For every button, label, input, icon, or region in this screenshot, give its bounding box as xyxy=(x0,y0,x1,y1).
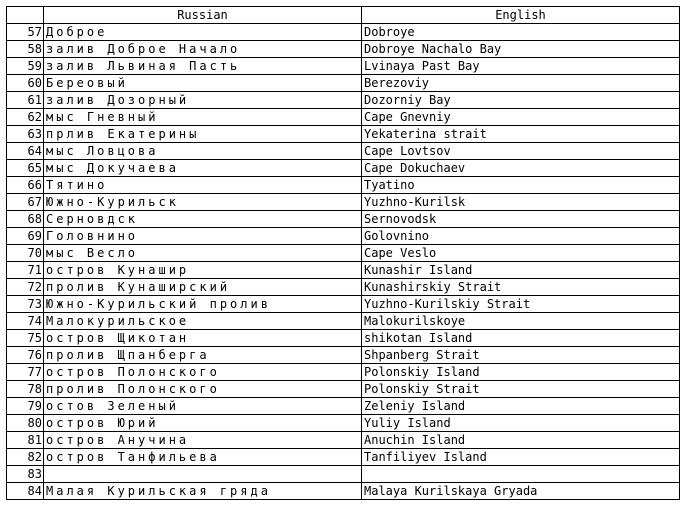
english-name-cell: Malokurilskoye xyxy=(362,313,680,330)
table-row xyxy=(7,58,680,75)
row-number-cell: 75 xyxy=(7,330,44,347)
row-number-cell: 77 xyxy=(7,364,44,381)
table-row xyxy=(7,432,680,449)
russian-name-cell: остров Полонского xyxy=(44,364,362,381)
row-number-cell: 74 xyxy=(7,313,44,330)
row-number-cell: 57 xyxy=(7,24,44,41)
english-name-cell: Cape Gnevniy xyxy=(362,109,680,126)
table-row xyxy=(7,177,680,194)
table-row xyxy=(7,347,680,364)
row-number-cell: 72 xyxy=(7,279,44,296)
english-name-cell: Cape Lovtsov xyxy=(362,143,680,160)
english-name-cell: Tyatino xyxy=(362,177,680,194)
russian-name-cell: Тятино xyxy=(44,177,362,194)
header-index xyxy=(7,7,44,24)
russian-name-cell: остров Юрий xyxy=(44,415,362,432)
english-name-cell: shikotan Island xyxy=(362,330,680,347)
table-row xyxy=(7,466,680,483)
english-name-cell: Dozorniy Bay xyxy=(362,92,680,109)
row-number-cell: 84 xyxy=(7,483,44,500)
row-number-cell: 58 xyxy=(7,41,44,58)
table-row xyxy=(7,109,680,126)
russian-name-cell: мыс Весло xyxy=(44,245,362,262)
english-name-cell: Dobroye Nachalo Bay xyxy=(362,41,680,58)
russian-name-cell: прлив Екатерины xyxy=(44,126,362,143)
row-number-cell: 79 xyxy=(7,398,44,415)
row-number-cell: 65 xyxy=(7,160,44,177)
russian-name-cell: остов Зеленый xyxy=(44,398,362,415)
english-name-cell: Kunashirskiy Strait xyxy=(362,279,680,296)
russian-name-cell: залив Львиная Пасть xyxy=(44,58,362,75)
header-russian: Russian xyxy=(44,7,362,24)
english-name-cell: Lvinaya Past Bay xyxy=(362,58,680,75)
row-number-cell: 83 xyxy=(7,466,44,483)
russian-name-cell: Доброе xyxy=(44,24,362,41)
row-number-cell: 73 xyxy=(7,296,44,313)
english-name-cell: Polonskiy Island xyxy=(362,364,680,381)
row-number-cell: 68 xyxy=(7,211,44,228)
russian-name-cell: остров Щикотан xyxy=(44,330,362,347)
table-row xyxy=(7,330,680,347)
russian-name-cell: мыс Гневный xyxy=(44,109,362,126)
russian-name-cell: Береовый xyxy=(44,75,362,92)
english-name-cell: Cape Dokuchaev xyxy=(362,160,680,177)
table-row xyxy=(7,92,680,109)
russian-name-cell: залив Дозорный xyxy=(44,92,362,109)
row-number-cell: 80 xyxy=(7,415,44,432)
row-number-cell: 69 xyxy=(7,228,44,245)
table-row xyxy=(7,194,680,211)
table-row xyxy=(7,126,680,143)
table-row xyxy=(7,228,680,245)
row-number-cell: 70 xyxy=(7,245,44,262)
header-row xyxy=(7,7,680,24)
russian-name-cell: остров Анучина xyxy=(44,432,362,449)
english-name-cell: Malaya Kurilskaya Gryada xyxy=(362,483,680,500)
english-name-cell xyxy=(362,466,680,483)
english-name-cell: Shpanberg Strait xyxy=(362,347,680,364)
russian-name-cell xyxy=(44,466,362,483)
table-header xyxy=(7,7,680,24)
row-number-cell: 81 xyxy=(7,432,44,449)
english-name-cell: Sernovodsk xyxy=(362,211,680,228)
table-row xyxy=(7,364,680,381)
table-body xyxy=(7,24,680,500)
translation-table xyxy=(6,6,680,500)
english-name-cell: Polonskiy Strait xyxy=(362,381,680,398)
row-number-cell: 63 xyxy=(7,126,44,143)
russian-name-cell: пролив Кунаширский xyxy=(44,279,362,296)
row-number-cell: 64 xyxy=(7,143,44,160)
row-number-cell: 82 xyxy=(7,449,44,466)
english-name-cell: Zeleniy Island xyxy=(362,398,680,415)
russian-name-cell: Серновдск xyxy=(44,211,362,228)
english-name-cell: Kunashir Island xyxy=(362,262,680,279)
row-number-cell: 59 xyxy=(7,58,44,75)
row-number-cell: 66 xyxy=(7,177,44,194)
table-row xyxy=(7,211,680,228)
table-row xyxy=(7,313,680,330)
russian-name-cell: Южно-Курильск xyxy=(44,194,362,211)
table-row xyxy=(7,296,680,313)
english-name-cell: Yuzhno-Kurilsk xyxy=(362,194,680,211)
table-row xyxy=(7,245,680,262)
russian-name-cell: пролив Щпанберга xyxy=(44,347,362,364)
table-row xyxy=(7,143,680,160)
russian-name-cell: остров Кунашир xyxy=(44,262,362,279)
row-number-cell: 78 xyxy=(7,381,44,398)
english-name-cell: Berezoviy xyxy=(362,75,680,92)
english-name-cell: Cape Veslo xyxy=(362,245,680,262)
table-row xyxy=(7,160,680,177)
row-number-cell: 67 xyxy=(7,194,44,211)
russian-name-cell: Малокурильское xyxy=(44,313,362,330)
table-row xyxy=(7,75,680,92)
table-row xyxy=(7,449,680,466)
table-row xyxy=(7,279,680,296)
row-number-cell: 76 xyxy=(7,347,44,364)
russian-name-cell: остров Танфильева xyxy=(44,449,362,466)
header-english: English xyxy=(362,7,680,24)
row-number-cell: 60 xyxy=(7,75,44,92)
row-number-cell: 61 xyxy=(7,92,44,109)
table-row xyxy=(7,381,680,398)
english-name-cell: Yuzhno-Kurilskiy Strait xyxy=(362,296,680,313)
row-number-cell: 71 xyxy=(7,262,44,279)
table-row xyxy=(7,415,680,432)
russian-name-cell: Малая Курильская гряда xyxy=(44,483,362,500)
english-name-cell: Tanfiliyev Island xyxy=(362,449,680,466)
table-row xyxy=(7,24,680,41)
russian-name-cell: пролив Полонского xyxy=(44,381,362,398)
english-name-cell: Yekaterina strait xyxy=(362,126,680,143)
english-name-cell: Anuchin Island xyxy=(362,432,680,449)
russian-name-cell: Южно-Курильский пролив xyxy=(44,296,362,313)
row-number-cell: 62 xyxy=(7,109,44,126)
russian-name-cell: мыс Докучаева xyxy=(44,160,362,177)
english-name-cell: Dobroye xyxy=(362,24,680,41)
russian-name-cell: залив Доброе Начало xyxy=(44,41,362,58)
russian-name-cell: мыс Ловцова xyxy=(44,143,362,160)
russian-name-cell: Головнино xyxy=(44,228,362,245)
english-name-cell: Golovnino xyxy=(362,228,680,245)
table-row xyxy=(7,398,680,415)
table-row xyxy=(7,483,680,500)
table-row xyxy=(7,41,680,58)
english-name-cell: Yuliy Island xyxy=(362,415,680,432)
table-row xyxy=(7,262,680,279)
